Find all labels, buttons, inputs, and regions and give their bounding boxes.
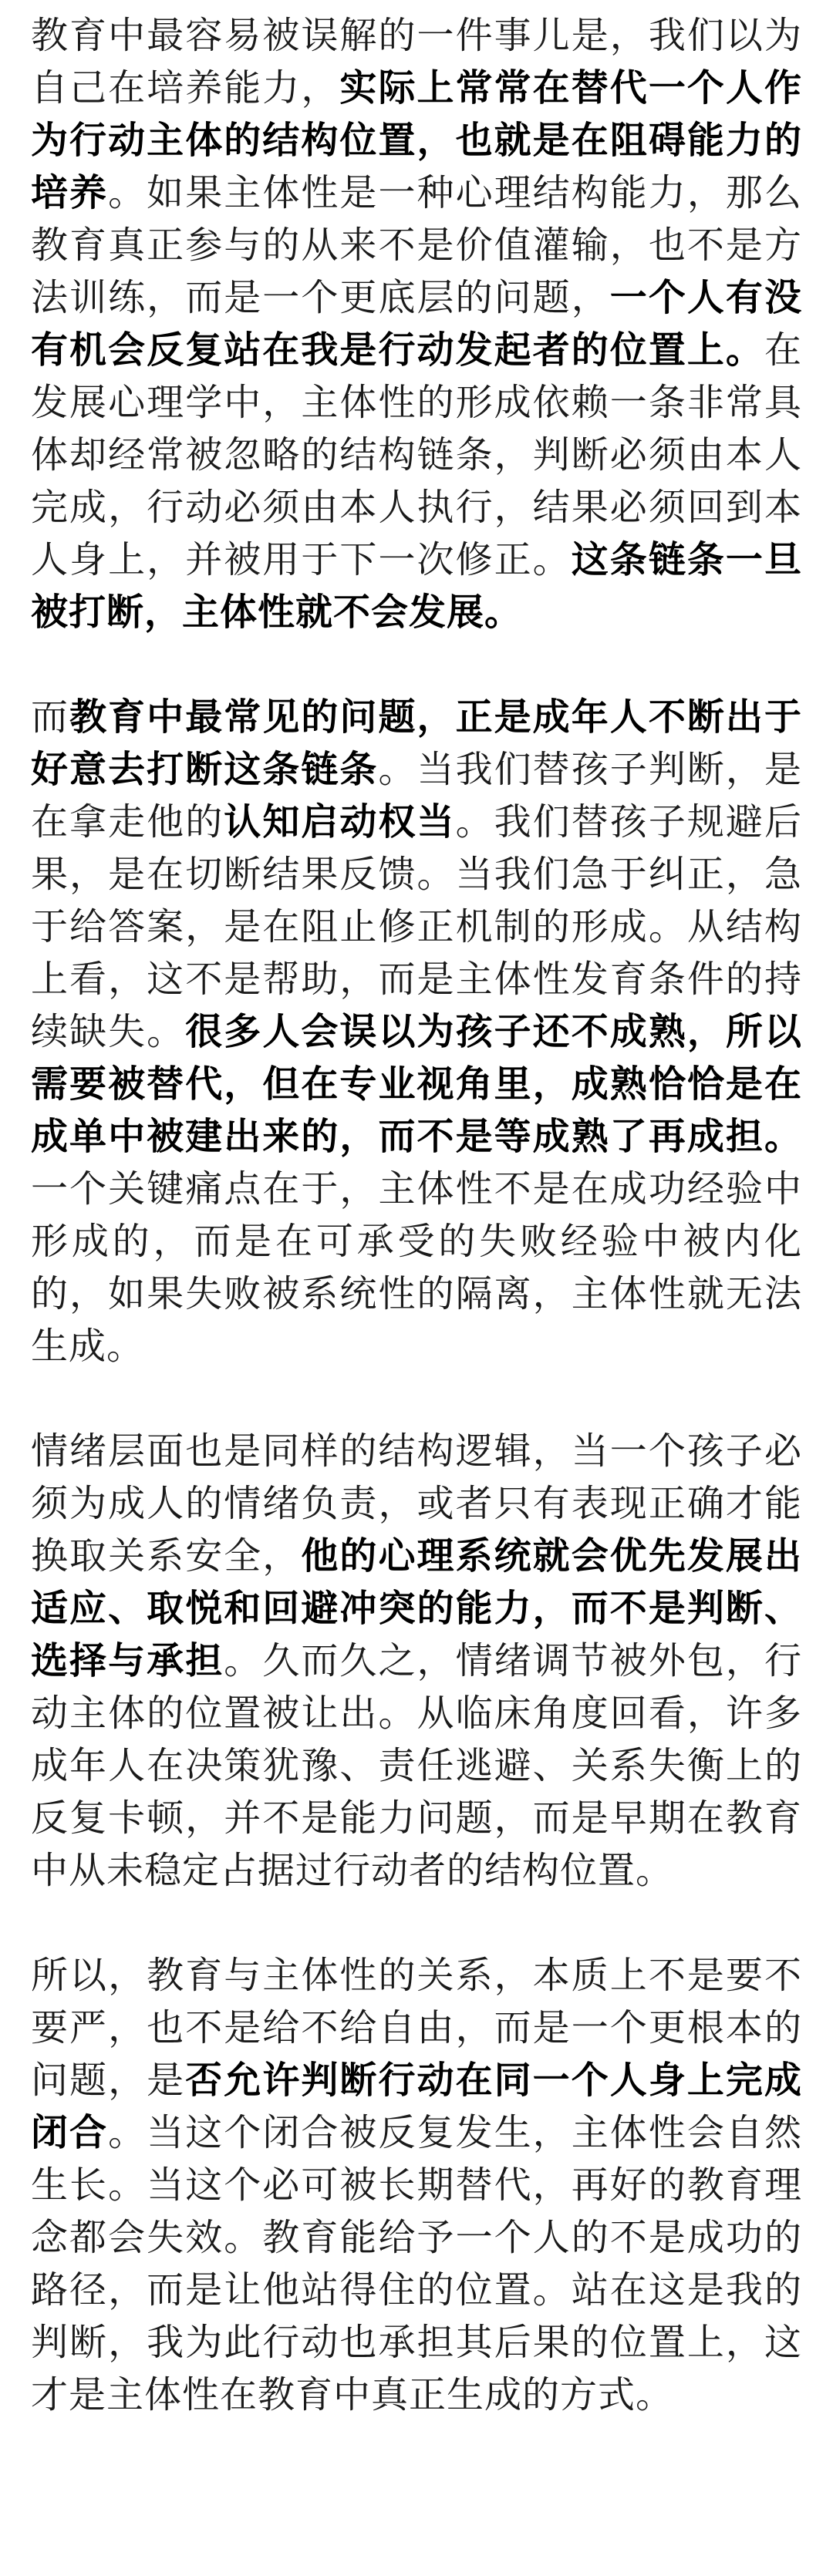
paragraph-3: [31, 1425, 802, 1897]
text-segment: 情绪层面也是同样的结构逻辑，当一个孩子必须为成人的情绪负责，或者只有表现正确才能换取关系安全，: [31, 1429, 802, 1578]
bold-text-segment: 教育中最常见的问题，正是成年人不断出于好意去打断这条链条: [31, 695, 802, 791]
bold-text-segment: 一个人有没有机会反复站在我是行动发起者的位置上。: [31, 276, 802, 372]
bold-text-segment: 实际上常常在替代一个人作为行动主体的结构位置，也就是在阻碍能力的培养: [31, 66, 802, 214]
bold-text-segment: 否允许判断行动在同一个人身上完成闭合: [31, 2059, 802, 2154]
text-segment: 所以，教育与主体性的关系，本质上不是要不要严，也不是给不给自由，而是一个更根本的问题，是: [31, 1954, 802, 2102]
text-segment: 。当这个闭合被反复发生，主体性会自然生长。当这个必可被长期替代，再好的教育理念都会失效。教育能给予一个人的不是成功的路径，而是让他站得住的位置。站在这是我的判断，我为此行动也承担其后果的位置上，这才是主体性在教育中真正生成的方式。: [31, 2111, 802, 2416]
text-segment: 在发展心理学中，主体性的形成依赖一条非常具体却经常被忽略的结构链条，判断必须由本人完成，行动必须由本人执行，结果必须回到本人身上，并被用于下一次修正。: [31, 328, 802, 581]
bold-text-segment: 很多人会误以为孩子还不成熟，所以需要被替代，但在专业视角里，成熟恰恰是在成单中被建出来的，而不是等成熟了再成担。: [31, 1010, 802, 1158]
text-segment: 而: [31, 695, 70, 739]
text-segment: 。当我们替孩子判断，是在拿走他的: [31, 748, 802, 844]
text-segment: 一个关键痛点在于，主体性不是在成功经验中形成的，而是在可承受的失败经验中被内化的，如果失败被系统性的隔离，主体性就无法生成。: [31, 1167, 802, 1368]
text-segment: 。我们替孩子规避后果，是在切断结果反馈。当我们急于纠正，急于给答案，是在阻止修正机制的形成。从结构上看，这不是帮助，而是主体性发育条件的持续缺失。: [31, 800, 802, 1053]
bold-text-segment: 他的心理系统就会优先发展出适应、取悦和回避冲突的能力，而不是判断、选择与承担: [31, 1534, 802, 1682]
text-segment: 教育中最容易被误解的一件事儿是，我们以为自己在培养能力，: [31, 14, 802, 109]
text-segment: 。久而久之，情绪调节被外包，行动主体的位置被让出。从临床角度回看，许多成年人在决策犹豫、责任逃避、关系失衡上的反复卡顿，并不是能力问题，而是早期在教育中从未稳定占据过行动者的结构位置。: [31, 1639, 802, 1892]
paragraph-4: [31, 1949, 802, 2421]
bold-text-segment: 这条链条一旦被打断，主体性就不会发展。: [31, 538, 802, 634]
text-segment: 。如果主体性是一种心理结构能力，那么教育真正参与的从来不是价值灌输，也不是方法训练，而是一个更底层的问题，: [31, 171, 802, 319]
paragraph-1: [31, 9, 802, 638]
paragraph-2: [31, 691, 802, 1372]
bold-text-segment: 认知启动权当: [224, 800, 456, 844]
